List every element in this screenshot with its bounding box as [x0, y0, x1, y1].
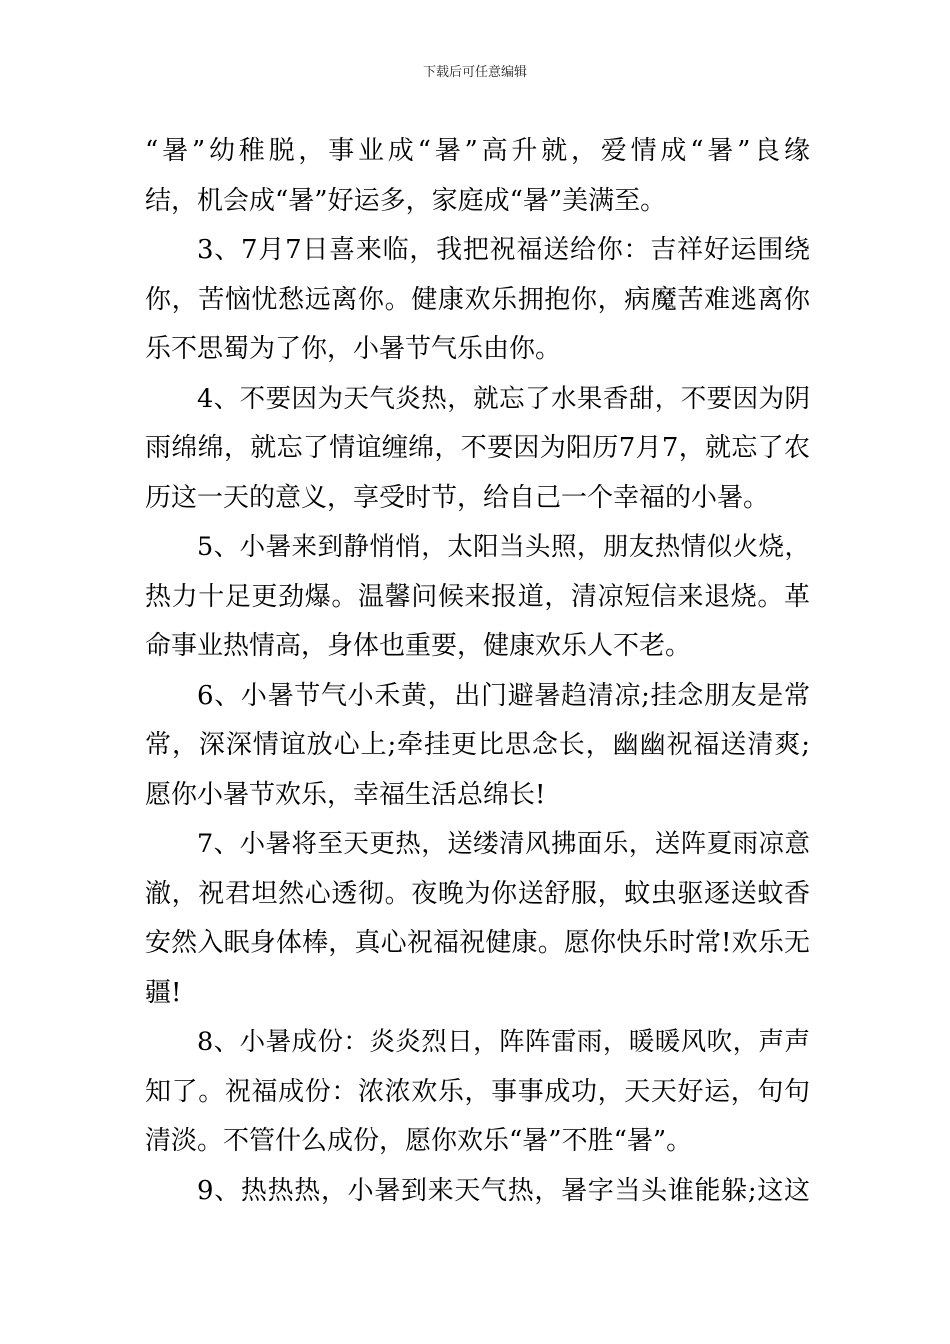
text-line: 热力十足更劲爆。温馨问候来报道，清凉短信来退烧。革 [145, 581, 810, 612]
page-header: 下载后可任意编辑 [422, 65, 527, 80]
text-line: 5、小暑来到静悄悄，太阳当头照，朋友热情似火烧， [197, 532, 810, 562]
text-line: 疆! [145, 977, 182, 1008]
text-line: 雨绵绵，就忘了情谊缠绵，不要因为阳历7月7，就忘了农 [145, 433, 810, 463]
text-line: 清淡。不管什么成份，愿你欢乐“暑”不胜“暑”。 [145, 1126, 693, 1156]
text-line: 愿你小暑节欢乐，幸福生活总绵长! [145, 779, 546, 810]
text-line: 澈，祝君坦然心透彻。夜晚为你送舒服，蚊虫驱逐送蚊香 [145, 878, 810, 909]
text-line: 乐不思蜀为了你，小暑节气乐由你。 [145, 334, 562, 364]
document-body [145, 127, 810, 1216]
text-line: 命事业热情高，身体也重要，健康欢乐人不老。 [145, 631, 692, 661]
text-line: 结，机会成“暑”好运多，家庭成“暑”美满至。 [145, 185, 667, 216]
text-line: 历这一天的意义，享受时节，给自己一个幸福的小暑。 [145, 482, 770, 513]
text-line: 常，深深情谊放心上;牵挂更比思念长，幽幽祝福送清爽; [145, 730, 810, 760]
text-line: “暑”幼稚脱，事业成“暑”高升就，爱情成“暑”良缘 [145, 136, 810, 166]
text-line: 7、小暑将至天更热，送缕清风拂面乐，送阵夏雨凉意 [197, 829, 810, 859]
text-line: 8、小暑成份：炎炎烈日，阵阵雷雨，暖暖风吹，声声 [197, 1027, 810, 1057]
text-line: 3、7月7日喜来临，我把祝福送给你：吉祥好运围绕 [197, 235, 810, 265]
text-line: 你，苦恼忧愁远离你。健康欢乐拥抱你，病魔苦难逃离你 [145, 284, 810, 315]
text-line: 6、小暑节气小禾黄，出门避暑趋清凉;挂念朋友是常 [197, 680, 810, 711]
text-line: 4、不要因为天气炎热，就忘了水果香甜，不要因为阴 [197, 383, 810, 414]
text-line: 知了。祝福成份：浓浓欢乐，事事成功，天天好运，句句 [145, 1076, 810, 1107]
text-line: 9、热热热，小暑到来天气热，暑字当头谁能躲;这这 [197, 1175, 810, 1206]
text-line: 安然入眠身体棒，真心祝福祝健康。愿你快乐时常!欢乐无 [145, 928, 810, 958]
